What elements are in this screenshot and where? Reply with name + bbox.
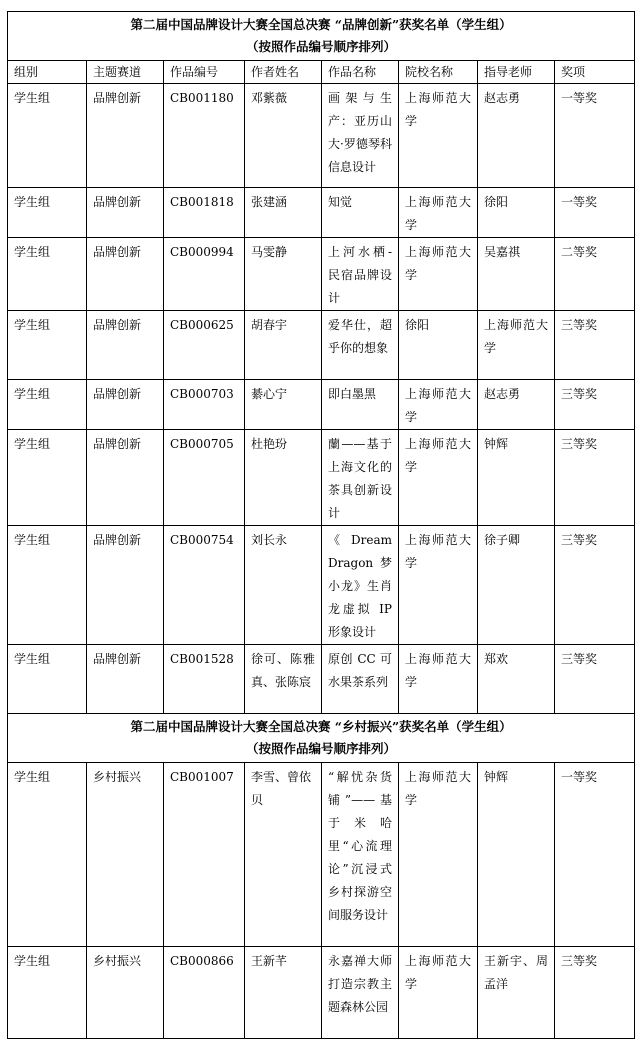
cell-track: 品牌创新: [87, 84, 164, 188]
cell-author: 马雯静: [245, 238, 322, 311]
cell-school: 上海师范大学: [399, 84, 478, 188]
table-row: [8, 947, 635, 1039]
cell-award: 三等奖: [555, 526, 635, 645]
cell-school: 上海师范大学: [399, 188, 478, 238]
cell-work: 即白墨黑: [322, 380, 399, 430]
cell-code: CB001818: [164, 188, 245, 238]
section-title-row: [8, 12, 635, 61]
cell-school: 上海师范大学: [399, 430, 478, 526]
section-title-text: 第二届中国品牌设计大赛全国总决赛 “乡村振兴”获奖名单（学生组）: [130, 719, 512, 734]
table-row: [8, 188, 635, 238]
cell-award: 三等奖: [555, 380, 635, 430]
cell-group: 学生组: [8, 188, 87, 238]
cell-track: 品牌创新: [87, 188, 164, 238]
cell-award: 三等奖: [555, 947, 635, 1039]
cell-group: 学生组: [8, 645, 87, 714]
cell-code: CB001007: [164, 763, 245, 947]
cell-award: 三等奖: [555, 430, 635, 526]
cell-code: CB000994: [164, 238, 245, 311]
cell-code: CB000703: [164, 380, 245, 430]
cell-author: 杜艳玢: [245, 430, 322, 526]
section-title: [8, 12, 635, 61]
cell-group: 学生组: [8, 947, 87, 1039]
cell-author: 胡春宇: [245, 311, 322, 380]
table-row: [8, 430, 635, 526]
column-header-row: [8, 61, 635, 84]
cell-group: 学生组: [8, 311, 87, 380]
cell-teacher: 赵志勇: [478, 380, 555, 430]
table-row: [8, 238, 635, 311]
header-award: 奖项: [555, 61, 635, 84]
cell-author: 张建涵: [245, 188, 322, 238]
cell-author: 徐可、陈雅真、张陈宸: [245, 645, 322, 714]
cell-track: 品牌创新: [87, 526, 164, 645]
table-row: [8, 84, 635, 188]
cell-track: 乡村振兴: [87, 763, 164, 947]
cell-work: 永嘉禅大师打造宗教主题森林公园: [322, 947, 399, 1039]
cell-track: 乡村振兴: [87, 947, 164, 1039]
cell-group: 学生组: [8, 238, 87, 311]
section-subtitle-text: （按照作品编号顺序排列）: [246, 741, 397, 756]
cell-code: CB000866: [164, 947, 245, 1039]
section-subtitle-text: （按照作品编号顺序排列）: [246, 39, 397, 54]
cell-award: 二等奖: [555, 238, 635, 311]
header-school: 院校名称: [399, 61, 478, 84]
cell-school: 上海师范大学: [399, 380, 478, 430]
cell-track: 品牌创新: [87, 645, 164, 714]
cell-code: CB000754: [164, 526, 245, 645]
cell-code: CB001528: [164, 645, 245, 714]
table-row: [8, 763, 635, 947]
header-track: 主题赛道: [87, 61, 164, 84]
cell-work: 爱华仕，超乎你的想象: [322, 311, 399, 380]
cell-teacher: 徐子卿: [478, 526, 555, 645]
header-teacher: 指导老师: [478, 61, 555, 84]
cell-teacher: 上海师范大学: [478, 311, 555, 380]
header-group: 组别: [8, 61, 87, 84]
cell-work: 蘭——基于上海文化的茶具创新设计: [322, 430, 399, 526]
cell-school: 徐阳: [399, 311, 478, 380]
cell-track: 品牌创新: [87, 238, 164, 311]
cell-school: 上海师范大学: [399, 526, 478, 645]
cell-award: 三等奖: [555, 645, 635, 714]
cell-work: 原创 CC 可水果茶系列: [322, 645, 399, 714]
cell-author: 邓紫薇: [245, 84, 322, 188]
cell-award: 一等奖: [555, 763, 635, 947]
cell-work: 上河水栖-民宿品牌设计: [322, 238, 399, 311]
cell-school: 上海师范大学: [399, 763, 478, 947]
cell-teacher: 吴嘉祺: [478, 238, 555, 311]
cell-author: 李雪、曾依贝: [245, 763, 322, 947]
table-row: [8, 645, 635, 714]
cell-group: 学生组: [8, 430, 87, 526]
cell-work: 《 Dream Dragon 梦小龙》生肖龙虚拟 IP 形象设计: [322, 526, 399, 645]
header-code: 作品编号: [164, 61, 245, 84]
table-row: [8, 380, 635, 430]
table-row: [8, 311, 635, 380]
cell-work: “解忧杂货铺”——基于米哈里“心流理论”沉浸式乡村探游空间服务设计: [322, 763, 399, 947]
cell-teacher: 钟辉: [478, 430, 555, 526]
cell-group: 学生组: [8, 526, 87, 645]
section-title-text: 第二届中国品牌设计大赛全国总决赛 “品牌创新”获奖名单（学生组）: [130, 17, 512, 32]
cell-award: 一等奖: [555, 188, 635, 238]
header-author: 作者姓名: [245, 61, 322, 84]
cell-work: 知觉: [322, 188, 399, 238]
cell-track: 品牌创新: [87, 380, 164, 430]
cell-award: 三等奖: [555, 311, 635, 380]
section-title-row: [8, 714, 635, 763]
cell-code: CB000705: [164, 430, 245, 526]
cell-school: 上海师范大学: [399, 238, 478, 311]
cell-group: 学生组: [8, 763, 87, 947]
cell-teacher: 钟辉: [478, 763, 555, 947]
section-title: [8, 714, 635, 763]
cell-teacher: 徐阳: [478, 188, 555, 238]
cell-author: 綦心宁: [245, 380, 322, 430]
table-row: [8, 526, 635, 645]
cell-code: CB001180: [164, 84, 245, 188]
cell-school: 上海师范大学: [399, 947, 478, 1039]
cell-track: 品牌创新: [87, 430, 164, 526]
header-work: 作品名称: [322, 61, 399, 84]
cell-track: 品牌创新: [87, 311, 164, 380]
cell-teacher: 王新宇、周孟洋: [478, 947, 555, 1039]
cell-award: 一等奖: [555, 84, 635, 188]
cell-group: 学生组: [8, 380, 87, 430]
awards-table: [7, 11, 635, 1039]
cell-author: 王新芊: [245, 947, 322, 1039]
cell-code: CB000625: [164, 311, 245, 380]
cell-author: 刘长永: [245, 526, 322, 645]
cell-group: 学生组: [8, 84, 87, 188]
cell-school: 上海师范大学: [399, 645, 478, 714]
cell-teacher: 赵志勇: [478, 84, 555, 188]
cell-work: 画架与生产：亚历山大·罗德琴科信息设计: [322, 84, 399, 188]
cell-teacher: 郑欢: [478, 645, 555, 714]
